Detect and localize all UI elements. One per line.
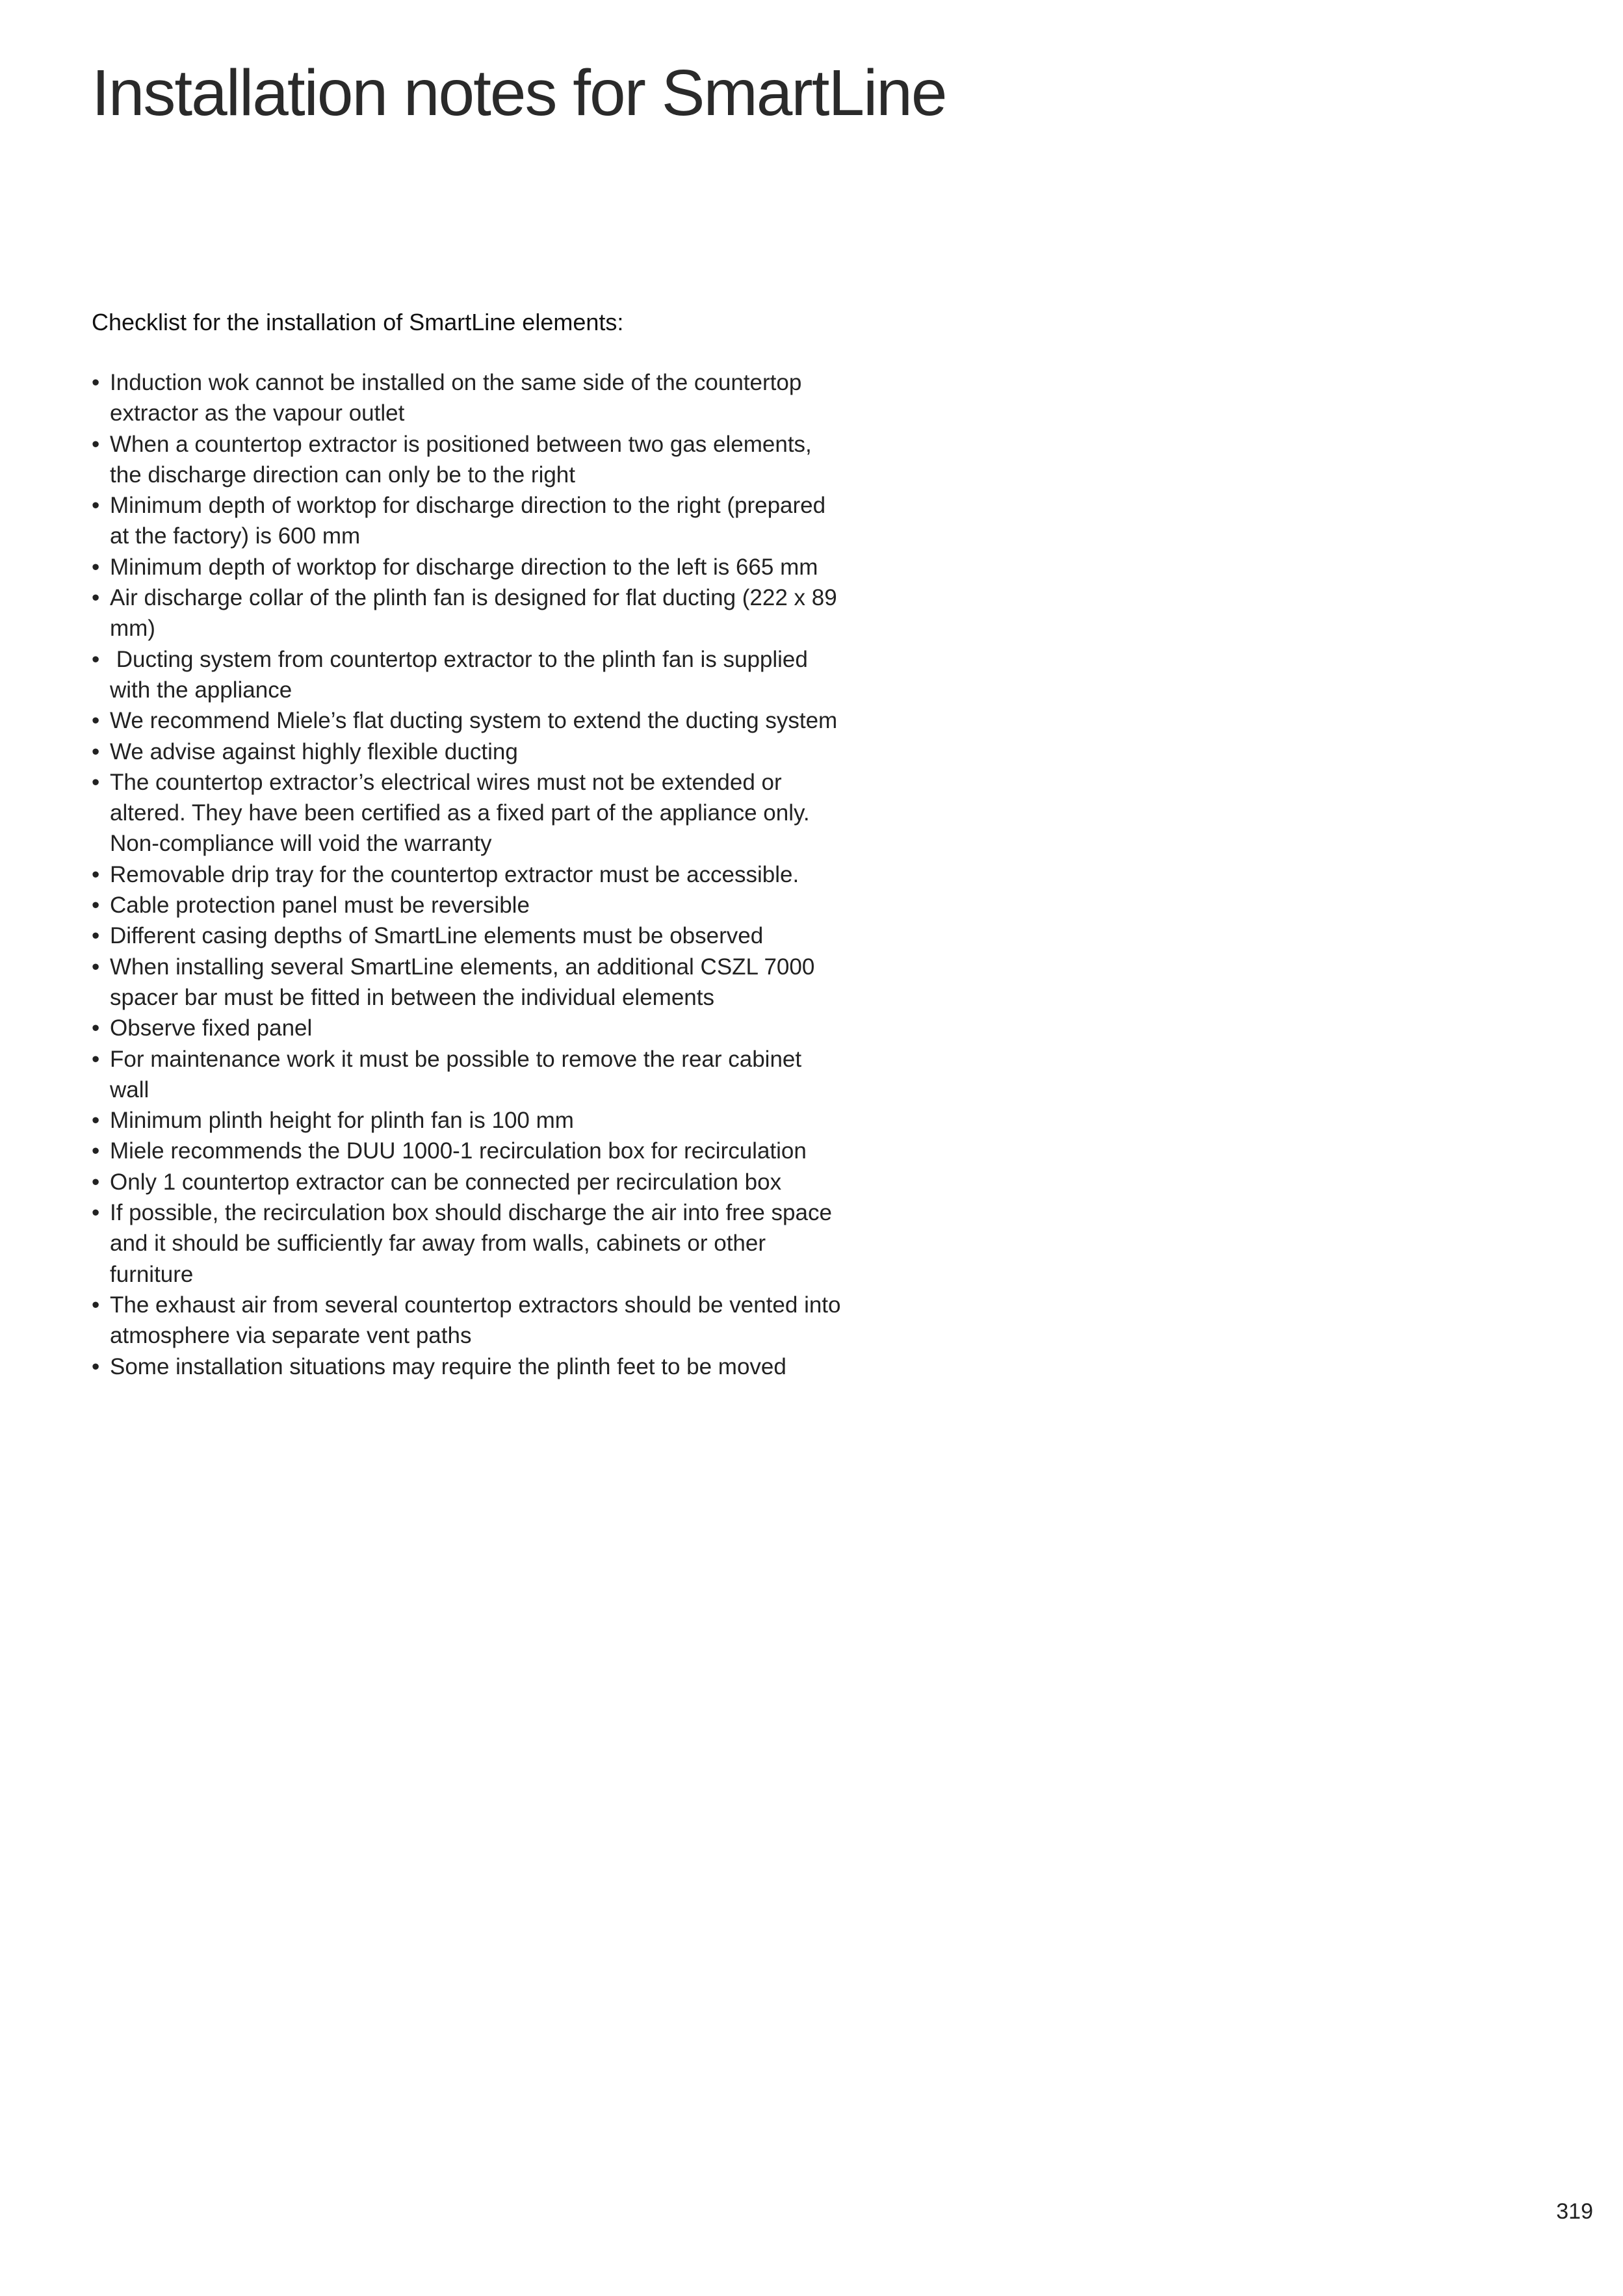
bullet-icon: • [92,1353,100,1379]
list-item [92,582,846,644]
list-item-text: Only 1 countertop extractor can be connected per recirculation box [110,1169,782,1195]
bullet-icon: • [92,1200,100,1226]
list-item [92,552,846,582]
list-item [92,1197,846,1290]
list-item [92,705,846,736]
list-item-text: The exhaust air from several countertop extractors should be vented into atmosphere via separate vent paths [110,1292,841,1349]
list-item-text: Minimum depth of worktop for discharge direction to the right (prepared at the factory) is 600 mm [110,493,826,549]
list-item [92,952,846,1013]
bullet-icon: • [92,1169,100,1195]
bullet-icon: • [92,738,100,764]
list-item-text: Some installation situations may require the plinth feet to be moved [110,1353,786,1379]
list-item-text: When a countertop extractor is positioned between two gas elements, the discharge direction can only be to the right [110,431,812,488]
bullet-icon: • [92,554,100,580]
list-item-text: Minimum depth of worktop for discharge direction to the left is 665 mm [110,554,818,580]
bullet-icon: • [92,1108,100,1134]
list-item [92,1105,846,1136]
bullet-icon: • [92,1292,100,1318]
installation-checklist [92,307,846,1382]
bullet-icon: • [92,493,100,519]
list-item [92,737,846,767]
list-item-text: Cable protection panel must be reversible [110,893,530,919]
list-item-text: Miele recommends the DUU 1000-1 recirculation box for recirculation [110,1138,807,1164]
list-item [92,1167,846,1197]
list-item [92,859,846,890]
list-item [92,767,846,859]
list-item-text: Ducting system from countertop extractor to the plinth fan is supplied with the appliance [110,646,814,703]
bullet-icon: • [92,769,100,795]
bullet-icon: • [92,923,100,949]
list-item-text: We advise against highly flexible ducting [110,738,518,764]
list-item-text: If possible, the recirculation box should discharge the air into free space and it should be sufficiently far away from walls, cabinets or other furniture [110,1200,832,1287]
bullet-icon: • [92,708,100,734]
list-item-text: Minimum plinth height for plinth fan is 100 mm [110,1108,574,1134]
bullet-icon: • [92,1015,100,1041]
bullet-icon: • [92,954,100,980]
bullet-icon: • [92,646,100,672]
list-item [92,890,846,920]
list-item-text: Different casing depths of SmartLine elements must be observed [110,923,764,949]
bullet-icon: • [92,431,100,457]
list-item [92,367,846,429]
list-item [92,1351,846,1382]
bullet-icon: • [92,1138,100,1164]
bullet-icon: • [92,370,100,395]
list-item-text: The countertop extractor’s electrical wires must not be extended or altered. They have been certified as a fixed part of the appliance only. Non-compliance will void the warranty [110,769,810,857]
list-item-text: For maintenance work it must be possible to remove the rear cabinet wall [110,1046,802,1102]
bullet-icon: • [92,893,100,919]
list-item-text: Observe fixed panel [110,1015,313,1041]
list-item [92,920,846,951]
list-item-text: Air discharge collar of the plinth fan is designed for flat ducting (222 x 89 mm) [110,585,837,642]
bullet-icon: • [92,861,100,887]
list-item [92,429,846,491]
page-number: 319 [1556,2199,1593,2224]
list-item-text: When installing several SmartLine elements, an additional CSZL 7000 spacer bar must be fitted in between the individual elements [110,954,815,1010]
list-item-text: Induction wok cannot be installed on the same side of the countertop extractor as the vapour outlet [110,370,802,426]
list-item-text: We recommend Miele’s flat ducting system to extend the ducting system [110,708,838,734]
bullet-icon: • [92,585,100,611]
page-title: Installation notes for SmartLine [92,57,946,129]
list-item [92,490,846,552]
bullet-icon: • [92,1046,100,1072]
list-item [92,1044,846,1106]
list-item [92,1013,846,1043]
checklist-list [92,367,846,1382]
list-item-text: Removable drip tray for the countertop extractor must be accessible. [110,861,799,887]
checklist-heading: Checklist for the installation of SmartLine elements: [92,309,624,335]
list-item [92,644,846,706]
list-item [92,1290,846,1351]
list-item [92,1136,846,1166]
